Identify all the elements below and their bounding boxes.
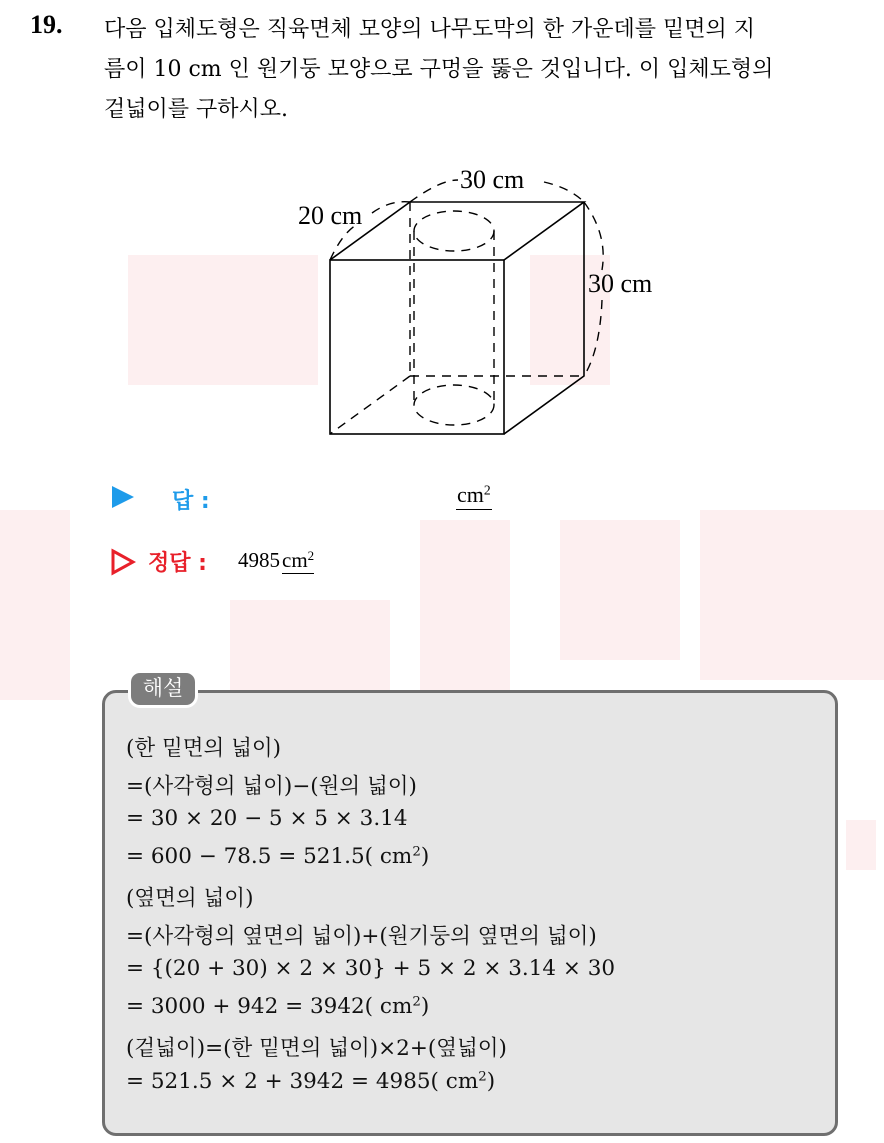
solution-line bbox=[126, 881, 253, 912]
watermark-shape bbox=[560, 520, 680, 660]
solution-line-exponent: 2 bbox=[412, 994, 421, 1010]
solution-line-text: (겉넓이)=(한 밑면의 넓이)×2+(옆넓이) bbox=[126, 1036, 507, 1061]
solution-line-text: =(사각형의 넓이)−(원의 넓이) bbox=[126, 774, 417, 799]
solution-line bbox=[126, 769, 417, 800]
solution-line-suffix: ) bbox=[420, 994, 430, 1019]
solution-line bbox=[126, 1031, 507, 1062]
correct-answer-row bbox=[110, 544, 530, 584]
question-number: 19. bbox=[30, 10, 63, 39]
solution-line bbox=[126, 956, 615, 981]
hidden-edge bbox=[330, 376, 410, 434]
answer-unit-exponent: 2 bbox=[483, 482, 491, 498]
solution-line-text: (한 밑면의 넓이) bbox=[126, 736, 282, 761]
dimension-arc-right bbox=[584, 202, 603, 270]
right-face bbox=[504, 202, 584, 434]
dimension-arc-right bbox=[584, 300, 602, 376]
front-face bbox=[330, 260, 504, 434]
solution-line-exponent: 2 bbox=[412, 844, 421, 860]
answer-row bbox=[110, 480, 530, 520]
question-text-line: 다음 입체도형은 직육면체 모양의 나무도막의 한 가운데를 밑면의 지 bbox=[104, 17, 756, 42]
solution-line-text: = 521.5 × 2 + 3942 = 4985( cm bbox=[126, 1069, 479, 1094]
dimension-arc-left bbox=[330, 225, 356, 260]
play-triangle-icon bbox=[110, 484, 136, 510]
dimension-label-right: 30 cm bbox=[588, 269, 653, 298]
cylinder-top-ellipse bbox=[414, 211, 494, 251]
correct-answer-unit-exponent: 2 bbox=[307, 547, 315, 563]
correct-answer-label: 정답 : bbox=[148, 551, 207, 576]
solution-line-text: = 3000 + 942 = 3942( cm bbox=[126, 994, 413, 1019]
dimension-arc-top bbox=[544, 182, 584, 202]
watermark-shape bbox=[846, 820, 876, 870]
question-text-line: 름이 10 cm 인 원기둥 모양으로 구멍을 뚫은 것입니다. 이 입체도형의 bbox=[104, 57, 774, 82]
answer-unit bbox=[456, 482, 492, 510]
dimension-arc-top bbox=[410, 180, 458, 202]
solution-line-text: (옆면의 넓이) bbox=[126, 886, 254, 911]
solution-line bbox=[126, 844, 429, 869]
answer-label: 답 : bbox=[172, 489, 210, 514]
question-text-line: 겉넓이를 구하시오. bbox=[104, 97, 289, 122]
correct-answer-unit bbox=[282, 548, 314, 574]
watermark-shape bbox=[0, 510, 70, 700]
correct-answer-unit-text: cm bbox=[282, 548, 308, 572]
solution-line-text: = 30 × 20 − 5 × 5 × 3.14 bbox=[126, 806, 408, 831]
solution-line bbox=[126, 1069, 495, 1094]
cylinder-bottom-ellipse bbox=[414, 385, 494, 425]
solution-line-text: = {(20 + 30) × 2 × 30} + 5 × 2 × 3.14 × 30 bbox=[126, 956, 616, 981]
solution-line-exponent: 2 bbox=[478, 1069, 487, 1085]
solution-tag: 해설 bbox=[128, 670, 198, 708]
solid-figure-diagram bbox=[280, 150, 700, 450]
solution-line bbox=[126, 919, 597, 950]
dimension-label-left: 20 cm bbox=[298, 201, 363, 230]
solution-line-suffix: ) bbox=[420, 844, 430, 869]
solution-line-text: =(사각형의 옆면의 넓이)+(원기둥의 옆면의 넓이) bbox=[126, 924, 597, 949]
dimension-arc-left bbox=[372, 202, 410, 213]
correct-answer bbox=[238, 548, 314, 573]
outline-triangle-icon bbox=[110, 548, 136, 576]
correct-answer-value: 4985 bbox=[238, 548, 280, 572]
solution-line-text: = 600 − 78.5 = 521.5( cm bbox=[126, 844, 413, 869]
answer-unit-text: cm bbox=[457, 482, 484, 507]
dimension-label-top: 30 cm bbox=[460, 165, 525, 194]
solution-line-suffix: ) bbox=[486, 1069, 496, 1094]
watermark-shape bbox=[700, 510, 884, 680]
solution-line bbox=[126, 806, 408, 831]
solution-line bbox=[126, 994, 429, 1019]
solution-line bbox=[126, 731, 281, 762]
